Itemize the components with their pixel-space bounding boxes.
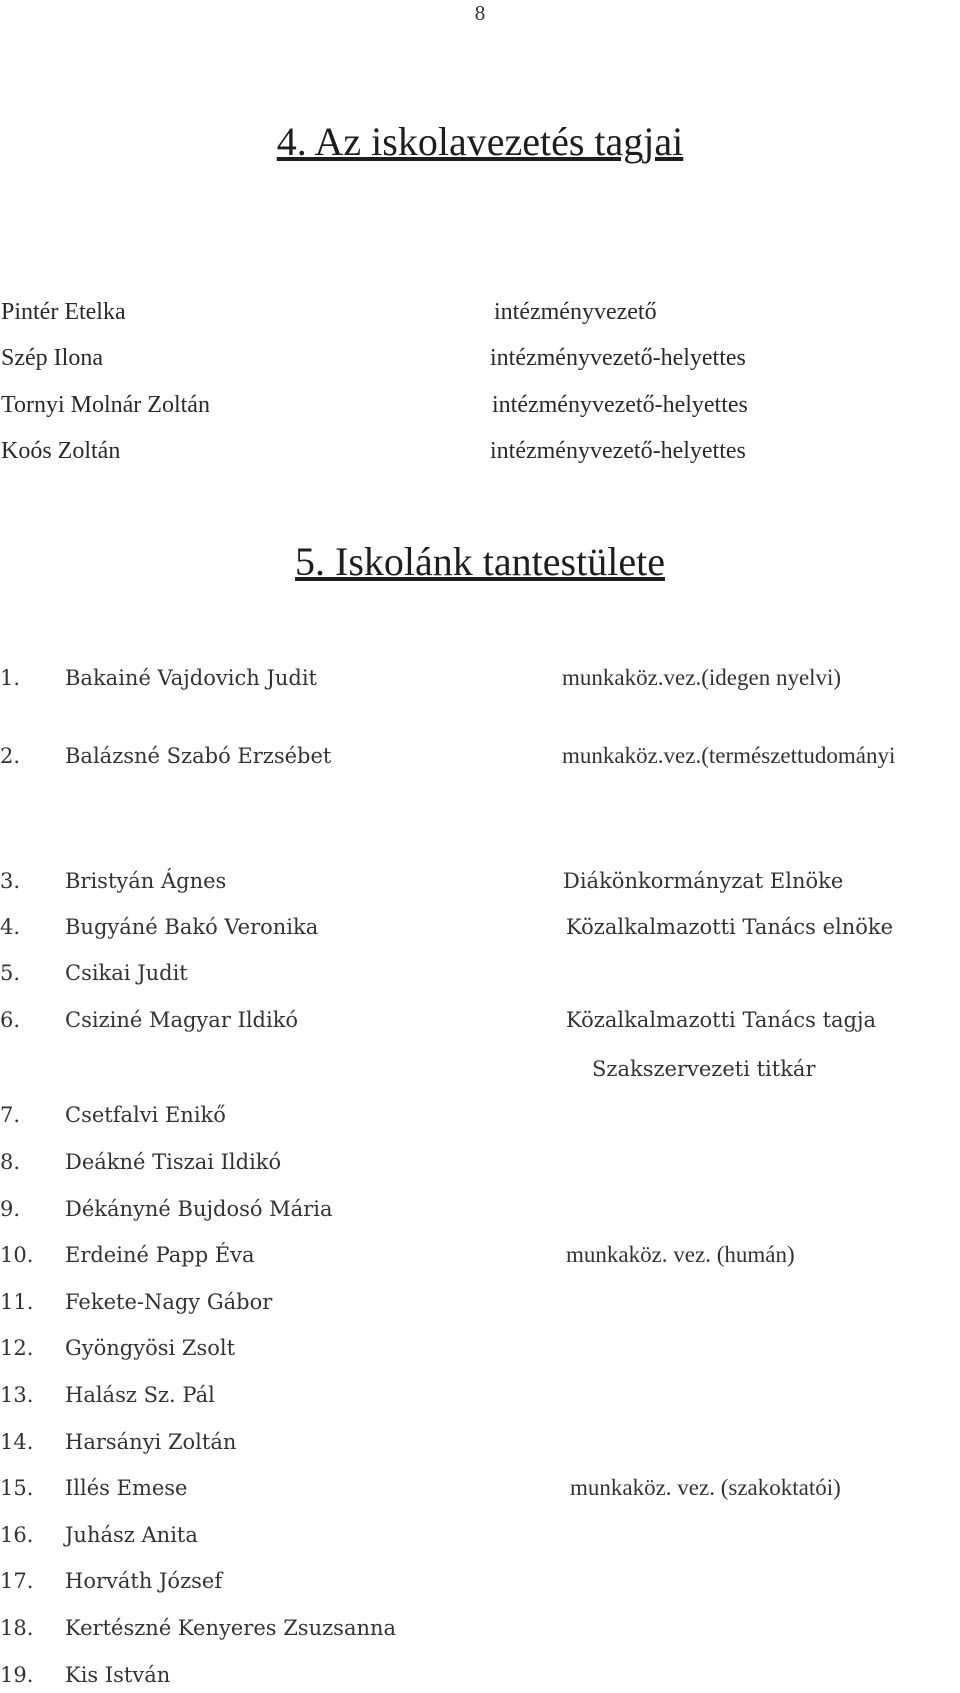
staff-name: Bugyáné Bakó Veronika: [65, 915, 319, 939]
staff-role: Közalkalmazotti Tanács elnöke: [566, 915, 894, 939]
staff-row: [0, 1660, 960, 1690]
staff-name: Fekete-Nagy Gábor: [65, 1290, 273, 1314]
staff-number: 6.: [0, 1008, 21, 1032]
staff-number: 7.: [0, 1103, 21, 1127]
staff-row: [0, 1054, 960, 1084]
staff-row: [0, 1005, 960, 1035]
leader-name: Koós Zoltán: [1, 438, 121, 464]
staff-row: [0, 1333, 960, 1363]
staff-name: Halász Sz. Pál: [65, 1383, 215, 1407]
staff-name: Deákné Tiszai Ildikó: [65, 1150, 282, 1174]
staff-role: munkaköz. vez. (humán): [566, 1242, 795, 1267]
staff-number: 11.: [0, 1290, 34, 1314]
leader-name: Szép Ilona: [1, 345, 103, 371]
leader-row: [0, 390, 960, 420]
leader-role: intézményvezető-helyettes: [490, 345, 746, 371]
staff-row: [0, 1473, 960, 1503]
staff-row: [0, 1520, 960, 1550]
staff-name: Gyöngyösi Zsolt: [65, 1336, 236, 1360]
staff-name: Kis István: [65, 1663, 171, 1687]
leader-row: [0, 343, 960, 373]
staff-number: 3.: [0, 869, 21, 893]
staff-name: Dékányné Bujdosó Mária: [65, 1197, 333, 1221]
staff-name: Horváth József: [65, 1569, 223, 1593]
staff-number: 15.: [0, 1476, 34, 1500]
leader-role: intézményvezető-helyettes: [490, 438, 746, 464]
staff-row: [0, 663, 960, 693]
staff-row: [0, 1613, 960, 1643]
staff-row: [0, 1194, 960, 1224]
staff-number: 5.: [0, 961, 21, 985]
leader-name: Pintér Etelka: [1, 299, 126, 325]
staff-name: Juhász Anita: [65, 1523, 198, 1547]
staff-role: Szakszervezeti titkár: [592, 1057, 816, 1081]
staff-row: [0, 1427, 960, 1457]
leader-role: intézményvezető: [494, 299, 657, 325]
leader-row: [0, 297, 960, 327]
staff-number: 2.: [0, 744, 21, 768]
staff-number: 13.: [0, 1383, 34, 1407]
staff-role: Közalkalmazotti Tanács tagja: [566, 1008, 877, 1032]
section-heading-school-leadership: 4. Az iskolavezetés tagjai: [276, 119, 684, 164]
staff-number: 18.: [0, 1616, 34, 1640]
staff-role: munkaköz.vez.(természettudományi: [562, 743, 896, 768]
staff-row: [0, 1240, 960, 1270]
staff-role: munkaköz.vez.(idegen nyelvi): [562, 665, 842, 690]
staff-row: [0, 1566, 960, 1596]
staff-name: Balázsné Szabó Erzsébet: [65, 744, 332, 768]
staff-row: [0, 912, 960, 942]
staff-number: 12.: [0, 1336, 34, 1360]
staff-row: [0, 866, 960, 896]
staff-row: [0, 741, 960, 771]
staff-role: Diákönkormányzat Elnöke: [563, 869, 844, 893]
staff-row: [0, 1147, 960, 1177]
staff-row: [0, 1287, 960, 1317]
leader-name: Tornyi Molnár Zoltán: [1, 392, 210, 418]
staff-number: 1.: [0, 666, 21, 690]
staff-number: 10.: [0, 1243, 34, 1267]
staff-number: 9.: [0, 1197, 21, 1221]
staff-name: Csiziné Magyar Ildikó: [65, 1008, 299, 1032]
staff-name: Bristyán Ágnes: [65, 869, 227, 893]
staff-name: Kertészné Kenyeres Zsuzsanna: [65, 1616, 397, 1640]
staff-name: Illés Emese: [65, 1476, 188, 1500]
staff-row: [0, 1100, 960, 1130]
staff-number: 17.: [0, 1569, 34, 1593]
page-number: 8: [474, 1, 486, 25]
section-heading-teaching-staff: 5. Iskolánk tantestülete: [295, 539, 665, 584]
staff-number: 8.: [0, 1150, 21, 1174]
staff-number: 16.: [0, 1523, 34, 1547]
staff-row: [0, 1380, 960, 1410]
leader-row: [0, 436, 960, 466]
staff-name: Csikai Judit: [65, 961, 188, 985]
staff-number: 14.: [0, 1430, 34, 1454]
staff-name: Harsányi Zoltán: [65, 1430, 237, 1454]
staff-row: [0, 958, 960, 988]
staff-name: Erdeiné Papp Éva: [65, 1243, 255, 1267]
staff-number: 4.: [0, 915, 21, 939]
leader-role: intézményvezető-helyettes: [492, 392, 748, 418]
staff-number: 19.: [0, 1663, 34, 1687]
staff-role: munkaköz. vez. (szakoktatói): [570, 1475, 841, 1500]
staff-name: Bakainé Vajdovich Judit: [65, 666, 317, 690]
staff-name: Csetfalvi Enikő: [65, 1103, 226, 1127]
